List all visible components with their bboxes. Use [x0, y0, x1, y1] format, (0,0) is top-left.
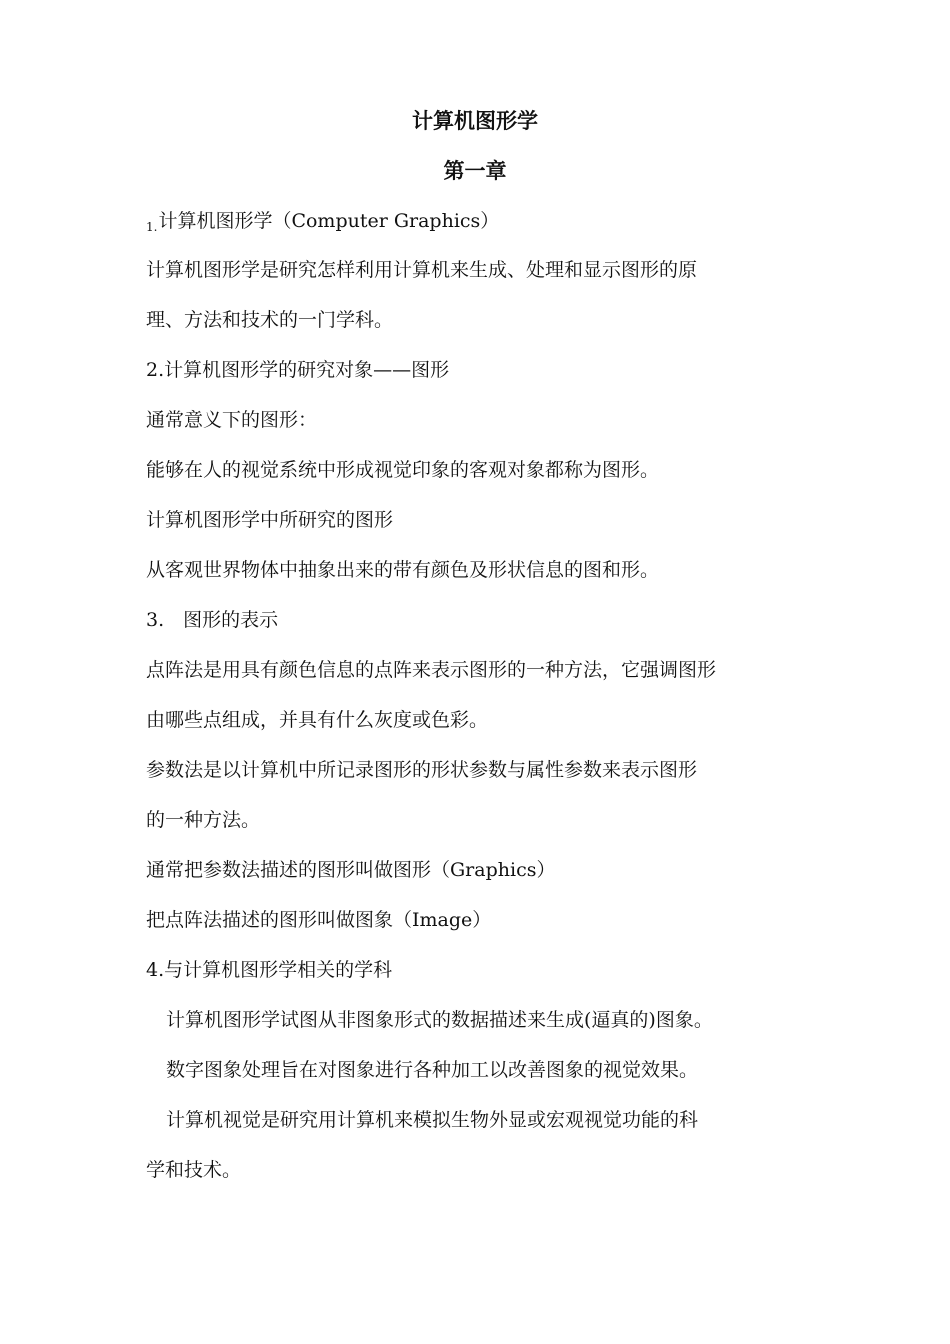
document-title: 计算机图形学	[412, 109, 538, 133]
paragraph-line: 计算机视觉是研究用计算机来模拟生物外显或宏观视觉功能的科	[166, 1109, 699, 1131]
paragraph-line: 通常意义下的图形：	[146, 409, 318, 431]
paragraph-line: 从客观世界物体中抽象出来的带有颜色及形状信息的图和形。	[146, 559, 660, 581]
paragraph-line: 数字图象处理旨在对图象进行各种加工以改善图象的视觉效果。	[166, 1059, 699, 1081]
paragraph-line: 通常把参数法描述的图形叫做图形（Graphics）	[146, 859, 556, 881]
paragraph-line: 把点阵法描述的图形叫做图象（Image）	[146, 909, 492, 931]
chapter-heading: 第一章	[443, 159, 507, 183]
section-heading-2: 2.计算机图形学的研究对象——图形	[146, 359, 450, 381]
paragraph-line: 计算机图形学是研究怎样利用计算机来生成、处理和显示图形的原	[146, 259, 698, 281]
paragraph-line: 的一种方法。	[146, 809, 261, 831]
section-heading-1	[146, 208, 846, 240]
section-number: 1.	[146, 220, 158, 234]
section-heading-text: 计算机图形学（Computer Graphics）	[158, 210, 500, 232]
paragraph-line: 学和技术。	[146, 1159, 242, 1181]
paragraph-line: 计算机图形学试图从非图象形式的数据描述来生成(逼真的)图象。	[166, 1009, 713, 1031]
paragraph-line: 参数法是以计算机中所记录图形的形状参数与属性参数来表示图形	[146, 759, 698, 781]
paragraph-line: 计算机图形学中所研究的图形	[146, 509, 394, 531]
paragraph-line: 理、方法和技术的一门学科。	[146, 309, 394, 331]
paragraph-line: 由哪些点组成，并具有什么灰度或色彩。	[146, 709, 489, 731]
paragraph-line: 点阵法是用具有颜色信息的点阵来表示图形的一种方法，它强调图形	[146, 659, 717, 681]
paragraph-line: 能够在人的视觉系统中形成视觉印象的客观对象都称为图形。	[146, 459, 660, 481]
section-heading-3: 3. 图形的表示	[146, 609, 279, 631]
section-heading-4: 4.与计算机图形学相关的学科	[146, 959, 393, 981]
